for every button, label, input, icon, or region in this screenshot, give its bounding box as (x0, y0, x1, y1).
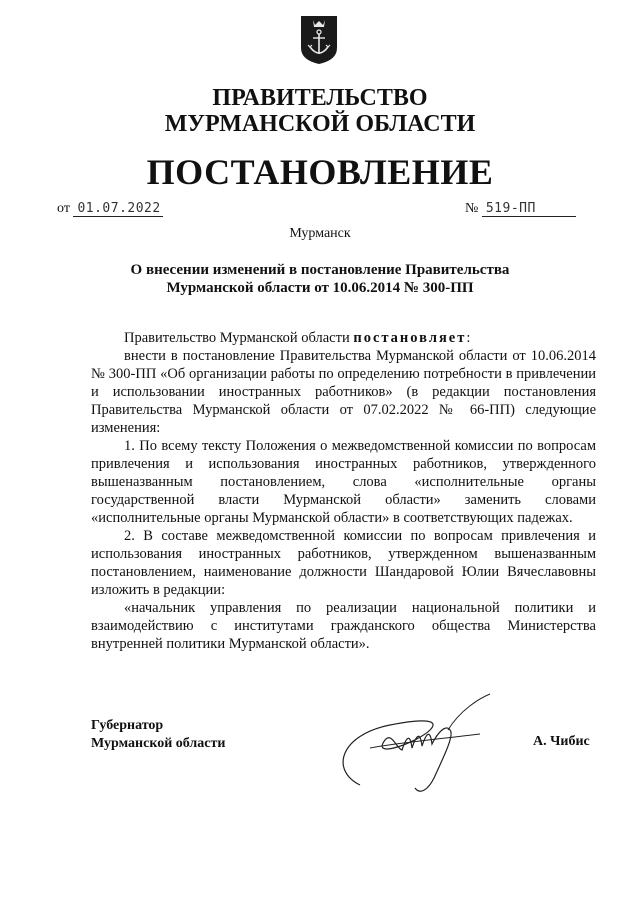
number-line (465, 201, 576, 217)
document-body (91, 329, 596, 653)
document-subject (120, 261, 520, 297)
date-field: 01.07.2022 (73, 201, 163, 217)
subject-line1: О внесении изменений в постановление Правительства (130, 262, 510, 278)
handwritten-signature (330, 690, 500, 800)
org-name-line2: МУРМАНСКОЙ ОБЛАСТИ (164, 111, 476, 137)
resolves-word: постановляет (353, 330, 467, 346)
number-prefix: № (465, 201, 479, 216)
city-label: Мурманск (289, 226, 351, 241)
body-paragraph-4: «начальник управления по реализации национальной политики и взаимодействию с институтами гражданского общества Министерства внутренней политики Мурманской области». (91, 600, 596, 652)
number-field: 519-ПП (482, 201, 576, 217)
document-type-title: ПОСТАНОВЛЕНИЕ (146, 152, 494, 192)
org-name-line1: ПРАВИТЕЛЬСТВО (212, 85, 428, 111)
coat-of-arms-icon (299, 14, 339, 66)
intro-text: Правительство Мурманской области (124, 330, 354, 346)
signatory-title-line1: Губернатор (91, 718, 164, 733)
body-paragraph-2: 1. По всему тексту Положения о межведомственной комиссии по вопросам привлечения и использования иностранных работников, утвержденного вышеназванным постановлением, слова «исполнительные органы государственной власти Мурманской области» заменить словами «исполнительные органы Мурманской области» в соответствующих падежах. (91, 438, 596, 526)
body-paragraph-3: 2. В составе межведомственной комиссии по вопросам привлечения и использования иностранных работников, утвержденном вышеназванным постановлением, наименование должности Шандаровой Юлии Вячеславовны изложить в редакции: (91, 528, 596, 598)
body-paragraph-1: внести в постановление Правительства Мурманской области от 10.06.2014 № 300-ПП «Об организации работы по определению потребности в привлечении и использовании иностранных работников» (в редакции постановления Правительства Мурманской области от 07.02.2022 № 66-ПП) следующие изменения: (91, 348, 596, 436)
intro-end: : (466, 330, 471, 346)
date-line (57, 201, 163, 217)
subject-line2: Мурманской области от 10.06.2014 № 300-ПП (166, 280, 474, 296)
date-prefix: от (57, 201, 70, 216)
signatory-name: А. Чибис (533, 734, 590, 749)
intro-paragraph (91, 329, 596, 347)
signatory-title (91, 717, 225, 753)
signatory-title-line2: Мурманской области (91, 736, 226, 751)
